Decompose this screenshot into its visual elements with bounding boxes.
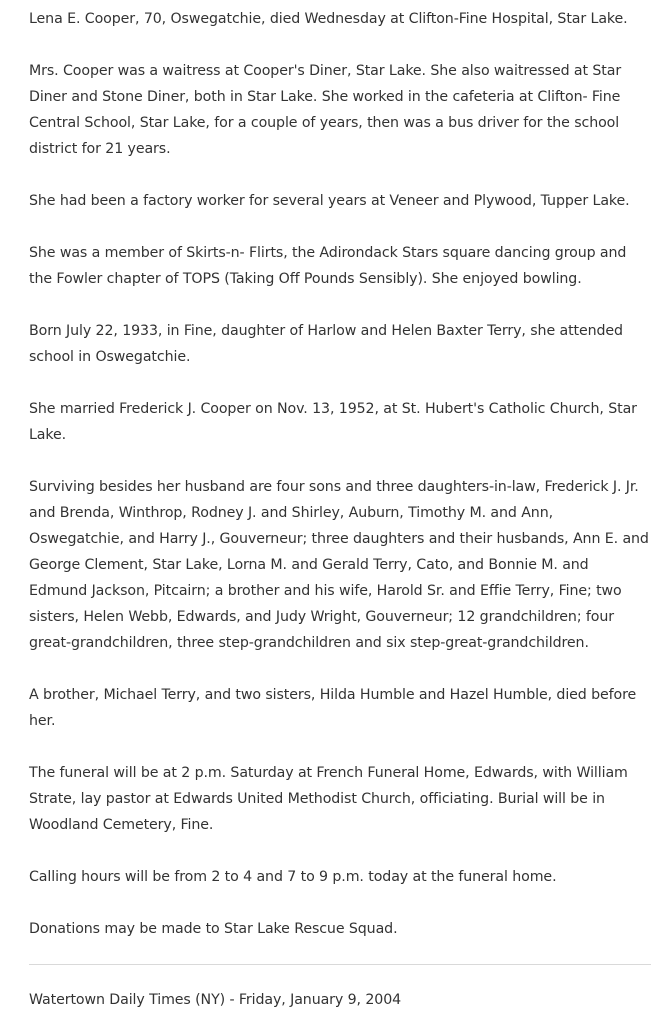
paragraph-donations: Donations may be made to Star Lake Rescue Squad.: [29, 921, 398, 937]
paragraph-death-notice: Lena E. Cooper, 70, Oswegatchie, died Wednesday at Clifton-Fine Hospital, Star Lake.: [29, 11, 628, 27]
paragraph-funeral: The funeral will be at 2 p.m. Saturday at French Funeral Home, Edwards, with William Strate, lay pastor at Edwards United Methodist Church, officiating. Burial will be in Woodland Cemetery, Fine.: [29, 765, 628, 833]
obituary-article: [29, 6, 651, 968]
paragraph-predeceased: A brother, Michael Terry, and two sisters, Hilda Humble and Hazel Humble, died before her.: [29, 687, 637, 729]
paragraph-factory-work: She had been a factory worker for several years at Veneer and Plywood, Tupper Lake.: [29, 193, 630, 209]
source-divider: [29, 964, 651, 965]
paragraph-survivors: Surviving besides her husband are four sons and three daughters-in-law, Frederick J. Jr. and Brenda, Winthrop, Rodney J. and Shirley, Auburn, Timothy M. and Ann, Oswegatchie, and Harry J., Gouverneur; three daughters and their husbands, Ann E. and George Clement, Star Lake, Lorna M. and Gerald Terry, Cato, and Bonnie M. and Edmund Jackson, Pitcairn; a brother and his wife, Harold Sr. and Effie Terry, Fine; two sisters, Helen Webb, Edwards, and Judy Wright, Gouverneur; 12 grandchildren; four great-grandchildren, three step-grandchildren and six step-great-grandchildren.: [29, 479, 649, 651]
paragraph-birth: Born July 22, 1933, in Fine, daughter of Harlow and Helen Baxter Terry, she attended school in Oswegatchie.: [29, 323, 623, 365]
paragraph-memberships: She was a member of Skirts-n- Flirts, the Adirondack Stars square dancing group and the Fowler chapter of TOPS (Taking Off Pounds Sensibly). She enjoyed bowling.: [29, 245, 627, 287]
paragraph-calling-hours: Calling hours will be from 2 to 4 and 7 to 9 p.m. today at the funeral home.: [29, 869, 557, 885]
source-citation: Watertown Daily Times (NY) - Friday, January 9, 2004: [29, 992, 402, 1008]
paragraph-employment: Mrs. Cooper was a waitress at Cooper's Diner, Star Lake. She also waitressed at Star Diner and Stone Diner, both in Star Lake. She worked in the cafeteria at Clifton- Fine Central School, Star Lake, for a couple of years, then was a bus driver for the school district for 21 years.: [29, 63, 622, 157]
paragraph-marriage: She married Frederick J. Cooper on Nov. 13, 1952, at St. Hubert's Catholic Church, Star Lake.: [29, 401, 637, 443]
